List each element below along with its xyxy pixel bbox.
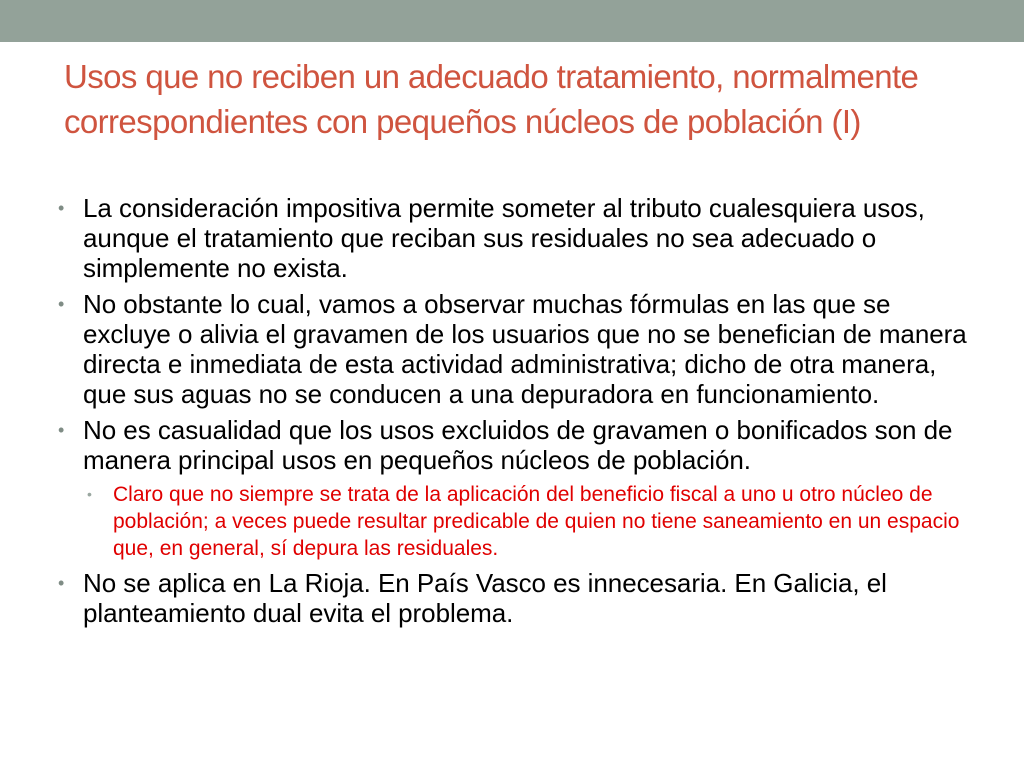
slide-content [58, 193, 978, 634]
bullet-icon: • [58, 573, 65, 593]
bullet-item [58, 289, 978, 409]
bullet-icon: • [58, 198, 65, 218]
bullet-item [58, 415, 978, 475]
bullet-text: La consideración impositiva permite someter al tributo cualesquiera usos, aunque el tratamiento que reciban sus residuales no sea adecuado o simplemente no exista. [83, 193, 925, 283]
bullet-item [58, 193, 978, 283]
bullet-text: No obstante lo cual, vamos a observar muchas fórmulas en las que se excluye o alivia el gravamen de los usuarios que no se benefician de manera directa e inmediata de esta actividad administrativa; dicho de otra manera, que sus aguas no se conducen a una depuradora en funcionamiento. [83, 289, 967, 409]
bullet-item [58, 568, 978, 628]
bullet-icon: • [58, 294, 65, 314]
slide-title: Usos que no reciben un adecuado tratamiento, normalmente correspondientes con pequeños núcleos de población (I) [64, 58, 919, 140]
bullet-text: No se aplica en La Rioja. En País Vasco es innecesaria. En Galicia, el planteamiento dual evita el problema. [83, 568, 887, 628]
slide-top-bar [0, 0, 1024, 42]
sub-bullet-item [87, 481, 978, 562]
bullet-text: No es casualidad que los usos excluidos de gravamen o bonificados son de manera principal usos en pequeños núcleos de población. [83, 415, 953, 475]
sub-bullet-text: Claro que no siempre se trata de la aplicación del beneficio fiscal a uno u otro núcleo de población; a veces puede resultar predicable de quien no tiene saneamiento en un espacio que, en general, sí depura las residuales. [113, 483, 960, 560]
bullet-icon: • [58, 420, 65, 440]
sub-bullet-icon: • [87, 486, 92, 502]
